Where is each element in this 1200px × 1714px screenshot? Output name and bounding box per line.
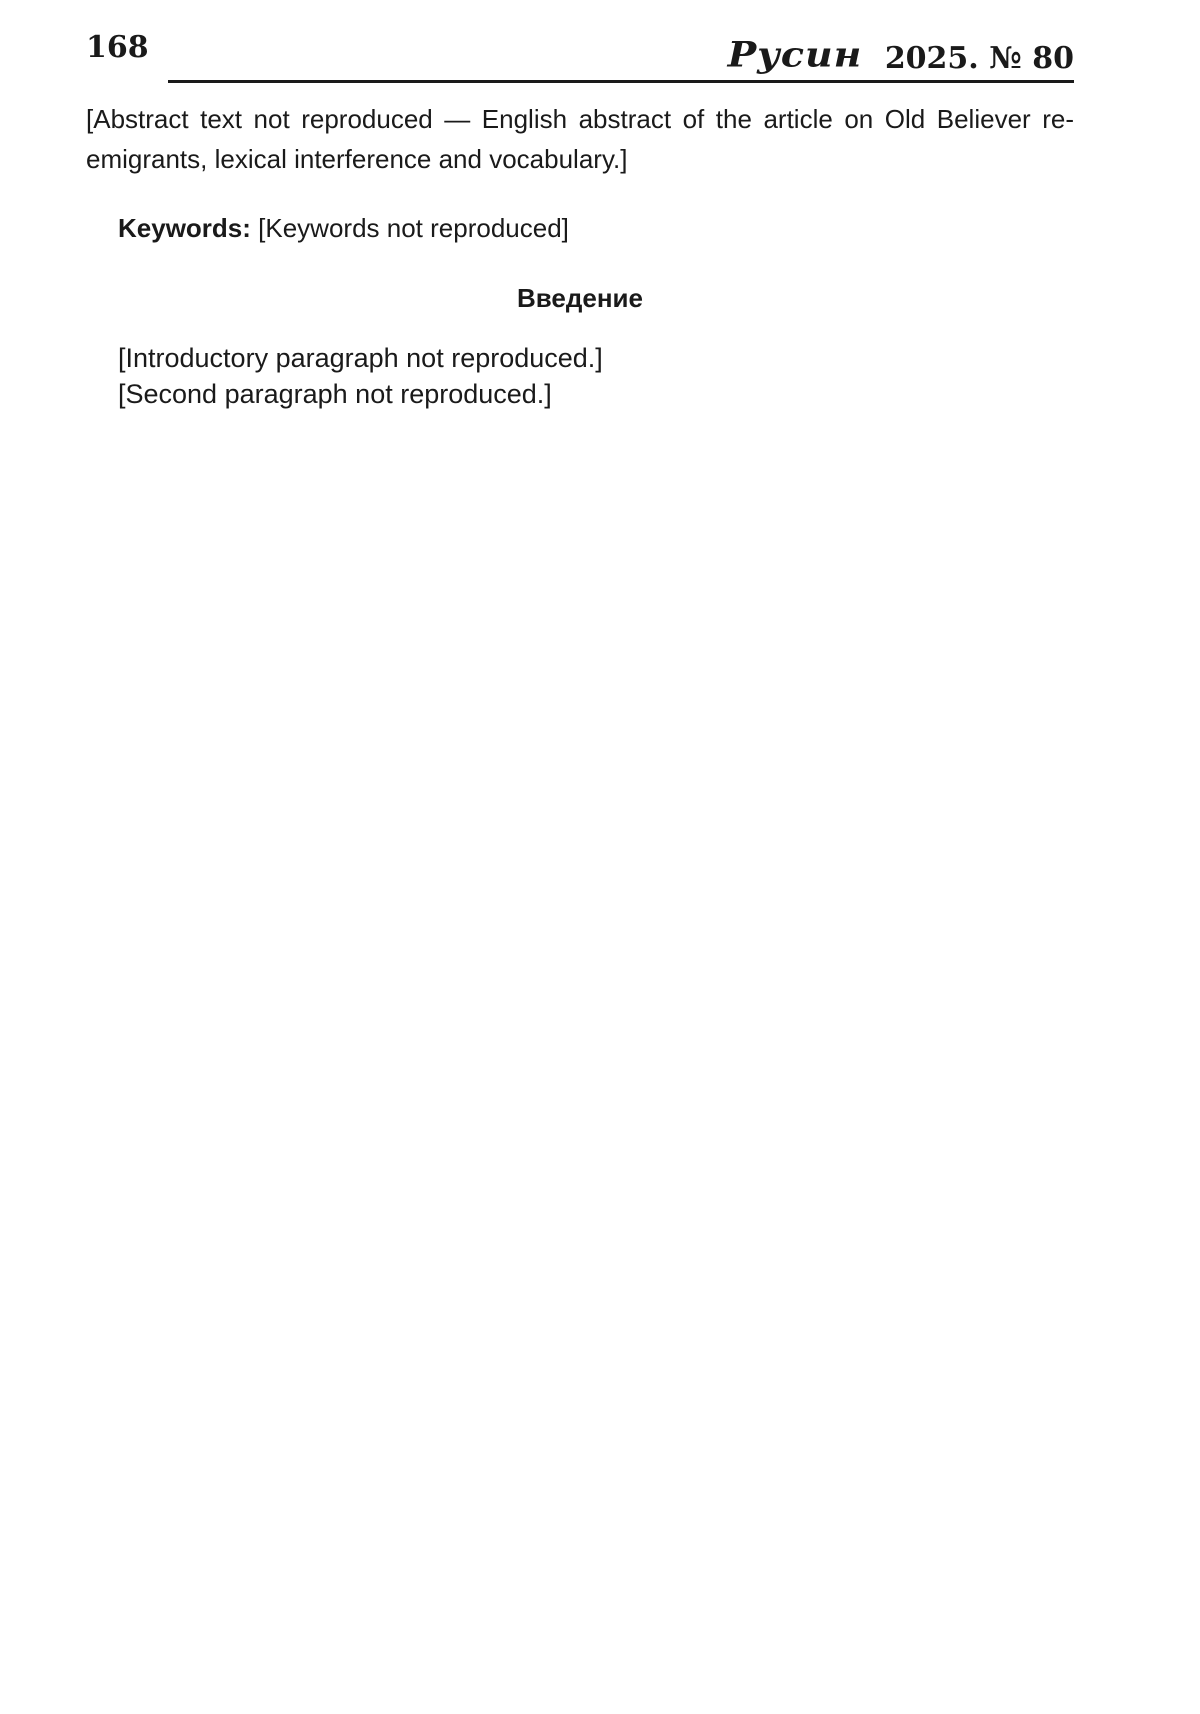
keywords bbox=[86, 209, 1074, 249]
page-number: 168 bbox=[86, 30, 149, 65]
issue-number: 2025. № 80 bbox=[884, 41, 1074, 76]
running-header bbox=[86, 30, 1074, 86]
abstract-paragraph: [Abstract text not reproduced — English abstract of the article on Old Believer re-emigrants, lexical interference and vocabulary.] bbox=[86, 104, 1074, 174]
journal-info bbox=[728, 32, 1074, 77]
relevance-paragraph: [Second paragraph not reproduced.] bbox=[118, 378, 552, 409]
keywords-label: Keywords: bbox=[118, 213, 251, 243]
journal-logo: Русин bbox=[727, 34, 863, 75]
keywords-list: [Keywords not reproduced] bbox=[258, 213, 569, 243]
header-divider bbox=[168, 80, 1074, 83]
section-heading: Введение bbox=[517, 282, 643, 313]
intro-paragraph: [Introductory paragraph not reproduced.] bbox=[118, 342, 603, 373]
article-body bbox=[86, 100, 1074, 412]
